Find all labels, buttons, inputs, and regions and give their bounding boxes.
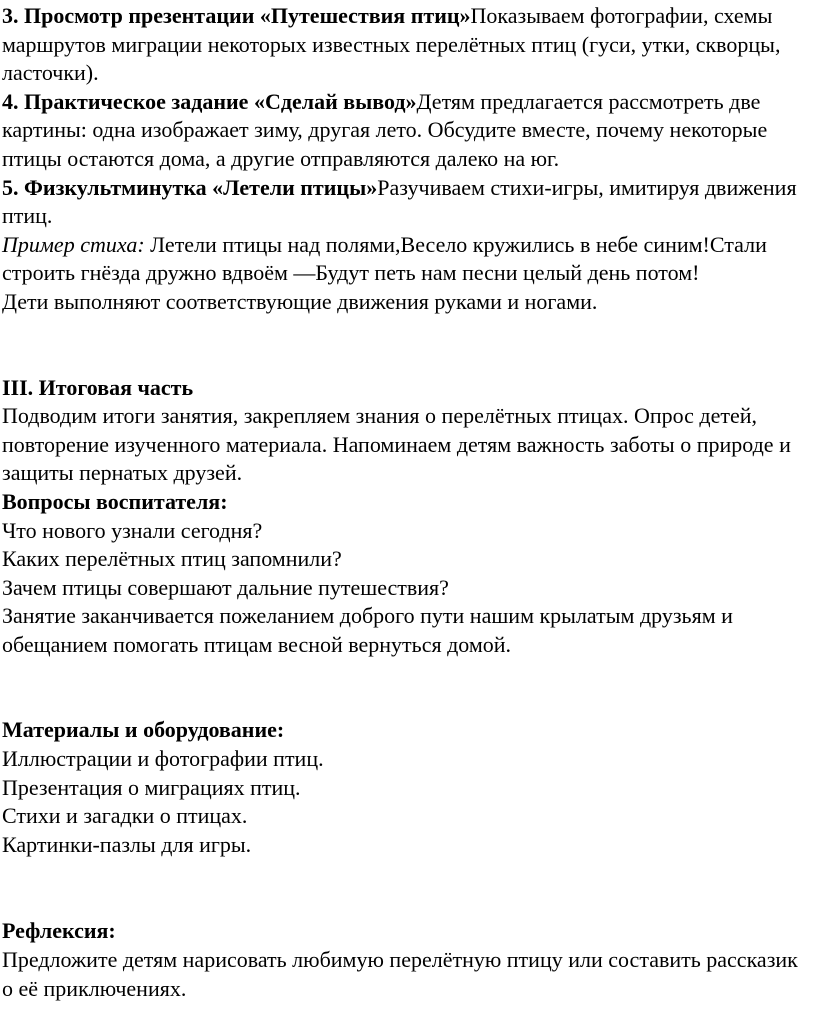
final-part-text: Подводим итоги занятия, закрепляем знания о перелётных птицах. Опрос детей, повторение изученного материала. Напоминаем детям важность заботы о природе и защиты пернатых друзей. bbox=[2, 403, 791, 486]
spacer bbox=[2, 859, 814, 917]
document-body bbox=[2, 2, 814, 1003]
item-5-text: Разучиваем стихи-игры, имитируя движения птиц. bbox=[2, 174, 797, 229]
item-3-paragraph bbox=[2, 2, 814, 88]
item-5-heading: 5. Физкультминутка «Летели птицы» bbox=[2, 174, 378, 200]
movement-note: Дети выполняют соответствующие движения руками и ногами. bbox=[2, 288, 598, 314]
item-3-heading: 3. Просмотр презентации «Путешествия птиц» bbox=[2, 3, 471, 28]
materials-item: Стихи и загадки о птицах. bbox=[2, 803, 248, 829]
question-item: Что нового узнали сегодня? bbox=[2, 517, 263, 543]
questions-heading: Вопросы воспитателя: bbox=[2, 488, 228, 514]
poem-text: Летели птицы над полями,Весело кружились в небе синим!Стали строить гнёзда дружно вдвоём —Будут петь нам песни целый день потом! bbox=[2, 231, 767, 286]
reflection-text: Предложите детям нарисовать любимую перелётную птицу или составить рассказик о её приключениях. bbox=[2, 947, 798, 1001]
item-4-text: Детям предлагается рассмотреть две картины: одна изображает зиму, другая лето. Обсудите вместе, почему некоторые птицы остаются дома, а другие отправляются далеко на юг. bbox=[2, 88, 768, 171]
item-3-text: Показываем фотографии, схемы маршрутов миграции некоторых известных перелётных птиц (гуси, утки, скворцы, ласточки). bbox=[2, 3, 781, 86]
question-item: Каких перелётных птиц запомнили? bbox=[2, 546, 342, 572]
materials-item: Картинки-пазлы для игры. bbox=[2, 831, 252, 857]
closing-text: Занятие заканчивается пожеланием доброго пути нашим крылатым друзьям и обещанием помогать птицам весной вернуться домой. bbox=[2, 603, 733, 657]
spacer bbox=[2, 317, 814, 374]
item-4-heading: 4. Практическое задание «Сделай вывод» bbox=[2, 88, 417, 114]
materials-item: Презентация о миграциях птиц. bbox=[2, 774, 301, 800]
item-5-paragraph bbox=[2, 174, 814, 231]
poem-label: Пример стиха: bbox=[2, 231, 145, 257]
materials-item: Иллюстрации и фотографии птиц. bbox=[2, 746, 324, 772]
question-item: Зачем птицы совершают дальние путешествия? bbox=[2, 574, 449, 600]
poem-paragraph bbox=[2, 231, 814, 288]
item-4-paragraph bbox=[2, 88, 814, 174]
final-part-heading: III. Итоговая часть bbox=[2, 374, 194, 400]
materials-heading: Материалы и оборудование: bbox=[2, 717, 285, 743]
spacer bbox=[2, 659, 814, 716]
reflection-heading: Рефлексия: bbox=[2, 918, 116, 944]
